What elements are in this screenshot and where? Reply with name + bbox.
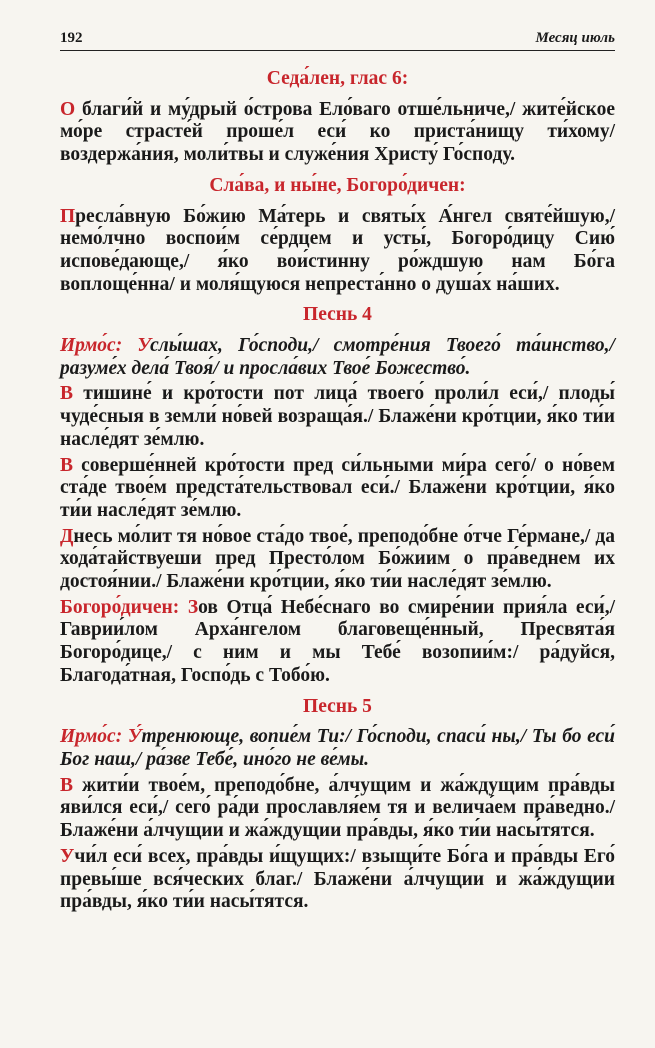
paragraph-theotokion-1 <box>60 206 615 297</box>
drop-cap: В <box>60 774 74 796</box>
drop-cap: У <box>137 335 151 357</box>
irmos-label: Ирмо́с: <box>60 726 128 748</box>
drop-cap: У́ <box>127 726 142 748</box>
drop-cap: З <box>187 596 199 618</box>
paragraph-text: соверше́нней кро́тости пред си́льными ми́ра сего́/ о но́вем ста́де твое́м предста́тельствовал еси́./ Блаже́ни кро́тции, я́ко ти́и насле́дят зе́млю. <box>60 454 615 521</box>
theotokion-ode-4 <box>60 597 615 688</box>
paragraph-text: ов Отца́ Небе́снаго во смире́нии прия́ла еси́,/ Гаврии́лом Арха́нгелом благовеще́нный, Пресвята́я Богоро́дице,/ с ним и мы Тебе́ возопии́м:/ ра́дуйся, Благода́тная, Госпо́дь с Тобо́ю. <box>60 596 616 686</box>
troparion-2 <box>60 455 615 523</box>
heading-glory: Сла́ва, и ны́не, Богоро́дичен: <box>209 174 466 196</box>
drop-cap: П <box>60 205 76 227</box>
page-number: 192 <box>60 30 83 46</box>
irmos-label: Ирмо́с: <box>60 335 138 357</box>
heading-ode-4: Песнь 4 <box>303 304 372 326</box>
irmos-text: тренююще, вопие́м Ти:/ Го́споди, спаси́ ны,/ Ты бо еси́ Бог наш,/ ра́зве Тебе́, ино́го не ве́мы. <box>60 726 615 770</box>
irmos-ode-4 <box>60 335 615 380</box>
troparion-3 <box>60 526 615 594</box>
drop-cap: Д <box>60 525 74 547</box>
running-title: Месяц июль <box>535 30 615 46</box>
troparion-4 <box>60 775 615 843</box>
troparion-5 <box>60 846 615 914</box>
paragraph-text: жити́и твое́м, преподо́бне, а́лчущим и жа́ждущим пра́вды яви́лся еси́,/ сего́ ра́ди прославля́ем тя и велича́ем пра́ведно./ Блаже́ни а́лчущии и жа́ждущии пра́вды, я́ко ти́и насы́тятся. <box>60 774 615 842</box>
paragraph-text: ресла́вную Бо́жию Ма́терь и святы́х А́нгел святе́йшую,/ немо́лчно воспои́м се́рдцем и усты́, Богоро́дицу Сию́ испове́дающе,/ я́ко вои́стинну ро́ждшую нам Бо́га воплоще́нна/ и моля́щуюся непреста́нно о душа́х на́ших. <box>60 205 615 295</box>
paragraph-text: благи́й и му́дрый о́строва Ело́ваго отше́льниче,/ жите́йское мо́ре страсте́й проше́л еси́ ко приста́нищу ти́хому/ воздержа́ния, моли́твы и служе́ния Христу́ Го́споду. <box>60 98 615 166</box>
drop-cap: В <box>60 454 74 476</box>
theotokion-label: Богоро́дичен: <box>60 596 188 618</box>
paragraph-sedalen <box>60 99 615 167</box>
paragraph-text: тишине́ и кро́тости пот лица́ твоего́ проли́л еси́,/ плоды́ чуде́сныя в земли́ но́вей возраща́я./ Блаже́ни кро́тции, я́ко ти́и насле́дят зе́млю. <box>60 383 615 450</box>
paragraph-text: несь мо́лит тя но́вое ста́до твое́, преподо́бне о́тче Ге́рмане,/ да хода́тайствуеши пред Престо́лом Бо́жиим о пра́веднем их достоя́нии./ Блаже́ни кро́тции, я́ко ти́и насле́дят зе́млю. <box>60 525 615 593</box>
heading-ode-5: Песнь 5 <box>303 695 372 717</box>
running-head <box>60 30 615 51</box>
irmos-ode-5 <box>60 726 615 771</box>
page-content <box>60 68 615 917</box>
paragraph-text: чи́л еси́ всех, пра́вды и́щущих:/ взыщи́те Бо́га и пра́вды Его́ превы́ше вся́ческих благ./ Блаже́ни а́лчущии и жа́ждущии пра́вды, я́ко ти́и насы́тятся. <box>60 845 615 913</box>
drop-cap: В <box>60 383 74 405</box>
drop-cap: О <box>60 98 76 120</box>
troparion-1 <box>60 383 615 451</box>
heading-sedalen: Седа́лен, глас 6: <box>266 68 409 89</box>
irmos-text: слы́шах, Го́споди,/ смотре́ния Твоего́ та́инство,/ разуме́х дела́ Твоя́/ и просла́вих Твое́ Божество́. <box>60 335 615 379</box>
drop-cap: У <box>60 845 75 867</box>
